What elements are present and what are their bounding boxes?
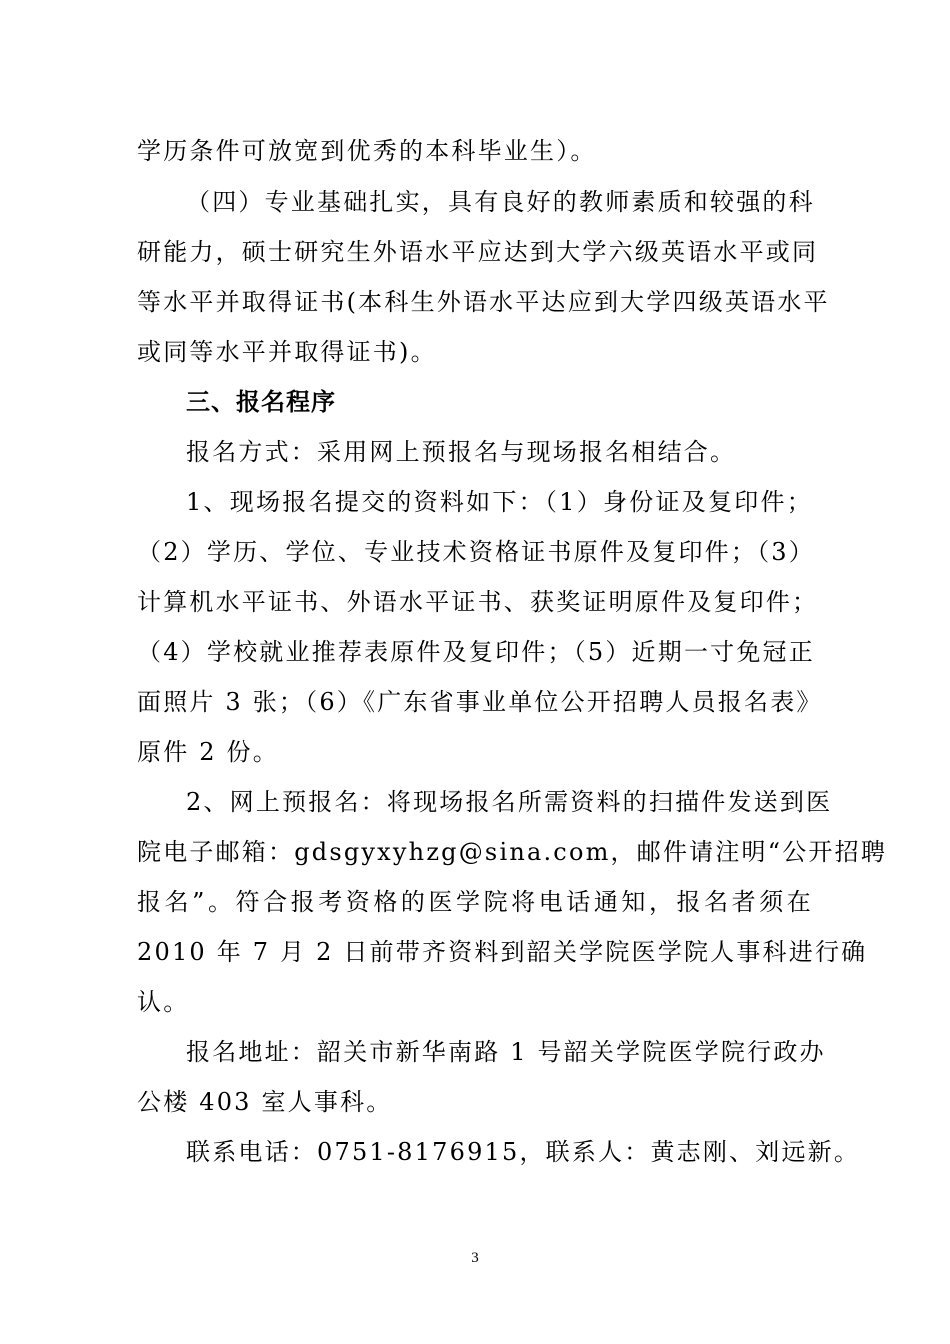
paragraph-line: 2、网上预报名：将现场报名所需资料的扫描件发送到医	[186, 788, 833, 816]
paragraph-line: 研能力，硕士研究生外语水平应达到大学六级英语水平或同	[137, 238, 819, 266]
section-heading: 三、报名程序	[186, 388, 336, 416]
paragraph-line: 原件 2 份。	[137, 738, 279, 766]
paragraph-line: 等水平并取得证书(本科生外语水平达应到大学四级英语水平	[137, 288, 830, 316]
paragraph-line: 报名地址：韶关市新华南路 1 号韶关学院医学院行政办	[186, 1038, 826, 1066]
paragraph-line: 1、现场报名提交的资料如下：（1）身份证及复印件；	[186, 488, 813, 516]
page-number: 3	[471, 1250, 479, 1266]
paragraph-line: 院电子邮箱：gdsgyxyhzg@sina.com，邮件请注明“公开招聘	[137, 838, 888, 866]
paragraph-line: 报名方式：采用网上预报名与现场报名相结合。	[186, 438, 737, 466]
paragraph-line: （4）学校就业推荐表原件及复印件；（5）近期一寸免冠正	[137, 638, 815, 666]
paragraph-line: 公楼 403 室人事科。	[137, 1088, 393, 1116]
paragraph-line: 认。	[137, 988, 190, 1016]
paragraph-line: 计算机水平证书、外语水平证书、获奖证明原件及复印件；	[137, 588, 819, 616]
paragraph-line: 学历条件可放宽到优秀的本科毕业生）。	[137, 137, 597, 165]
paragraph-line: （四）专业基础扎实，具有良好的教师素质和较强的科	[186, 188, 815, 216]
paragraph-line: （2）学历、学位、专业技术资格证书原件及复印件；（3）	[137, 538, 815, 566]
paragraph-line: 或同等水平并取得证书)。	[137, 338, 437, 366]
paragraph-line: 面照片 3 张；（6）《广东省事业单位公开招聘人员报名表》	[137, 688, 823, 716]
paragraph-line: 2010 年 7 月 2 日前带齐资料到韶关学院医学院人事科进行确	[137, 938, 868, 966]
paragraph-line: 报名”。符合报考资格的医学院将电话通知，报名者须在	[137, 888, 813, 916]
paragraph-line: 联系电话：0751-8176915，联系人：黄志刚、刘远新。	[186, 1138, 861, 1166]
